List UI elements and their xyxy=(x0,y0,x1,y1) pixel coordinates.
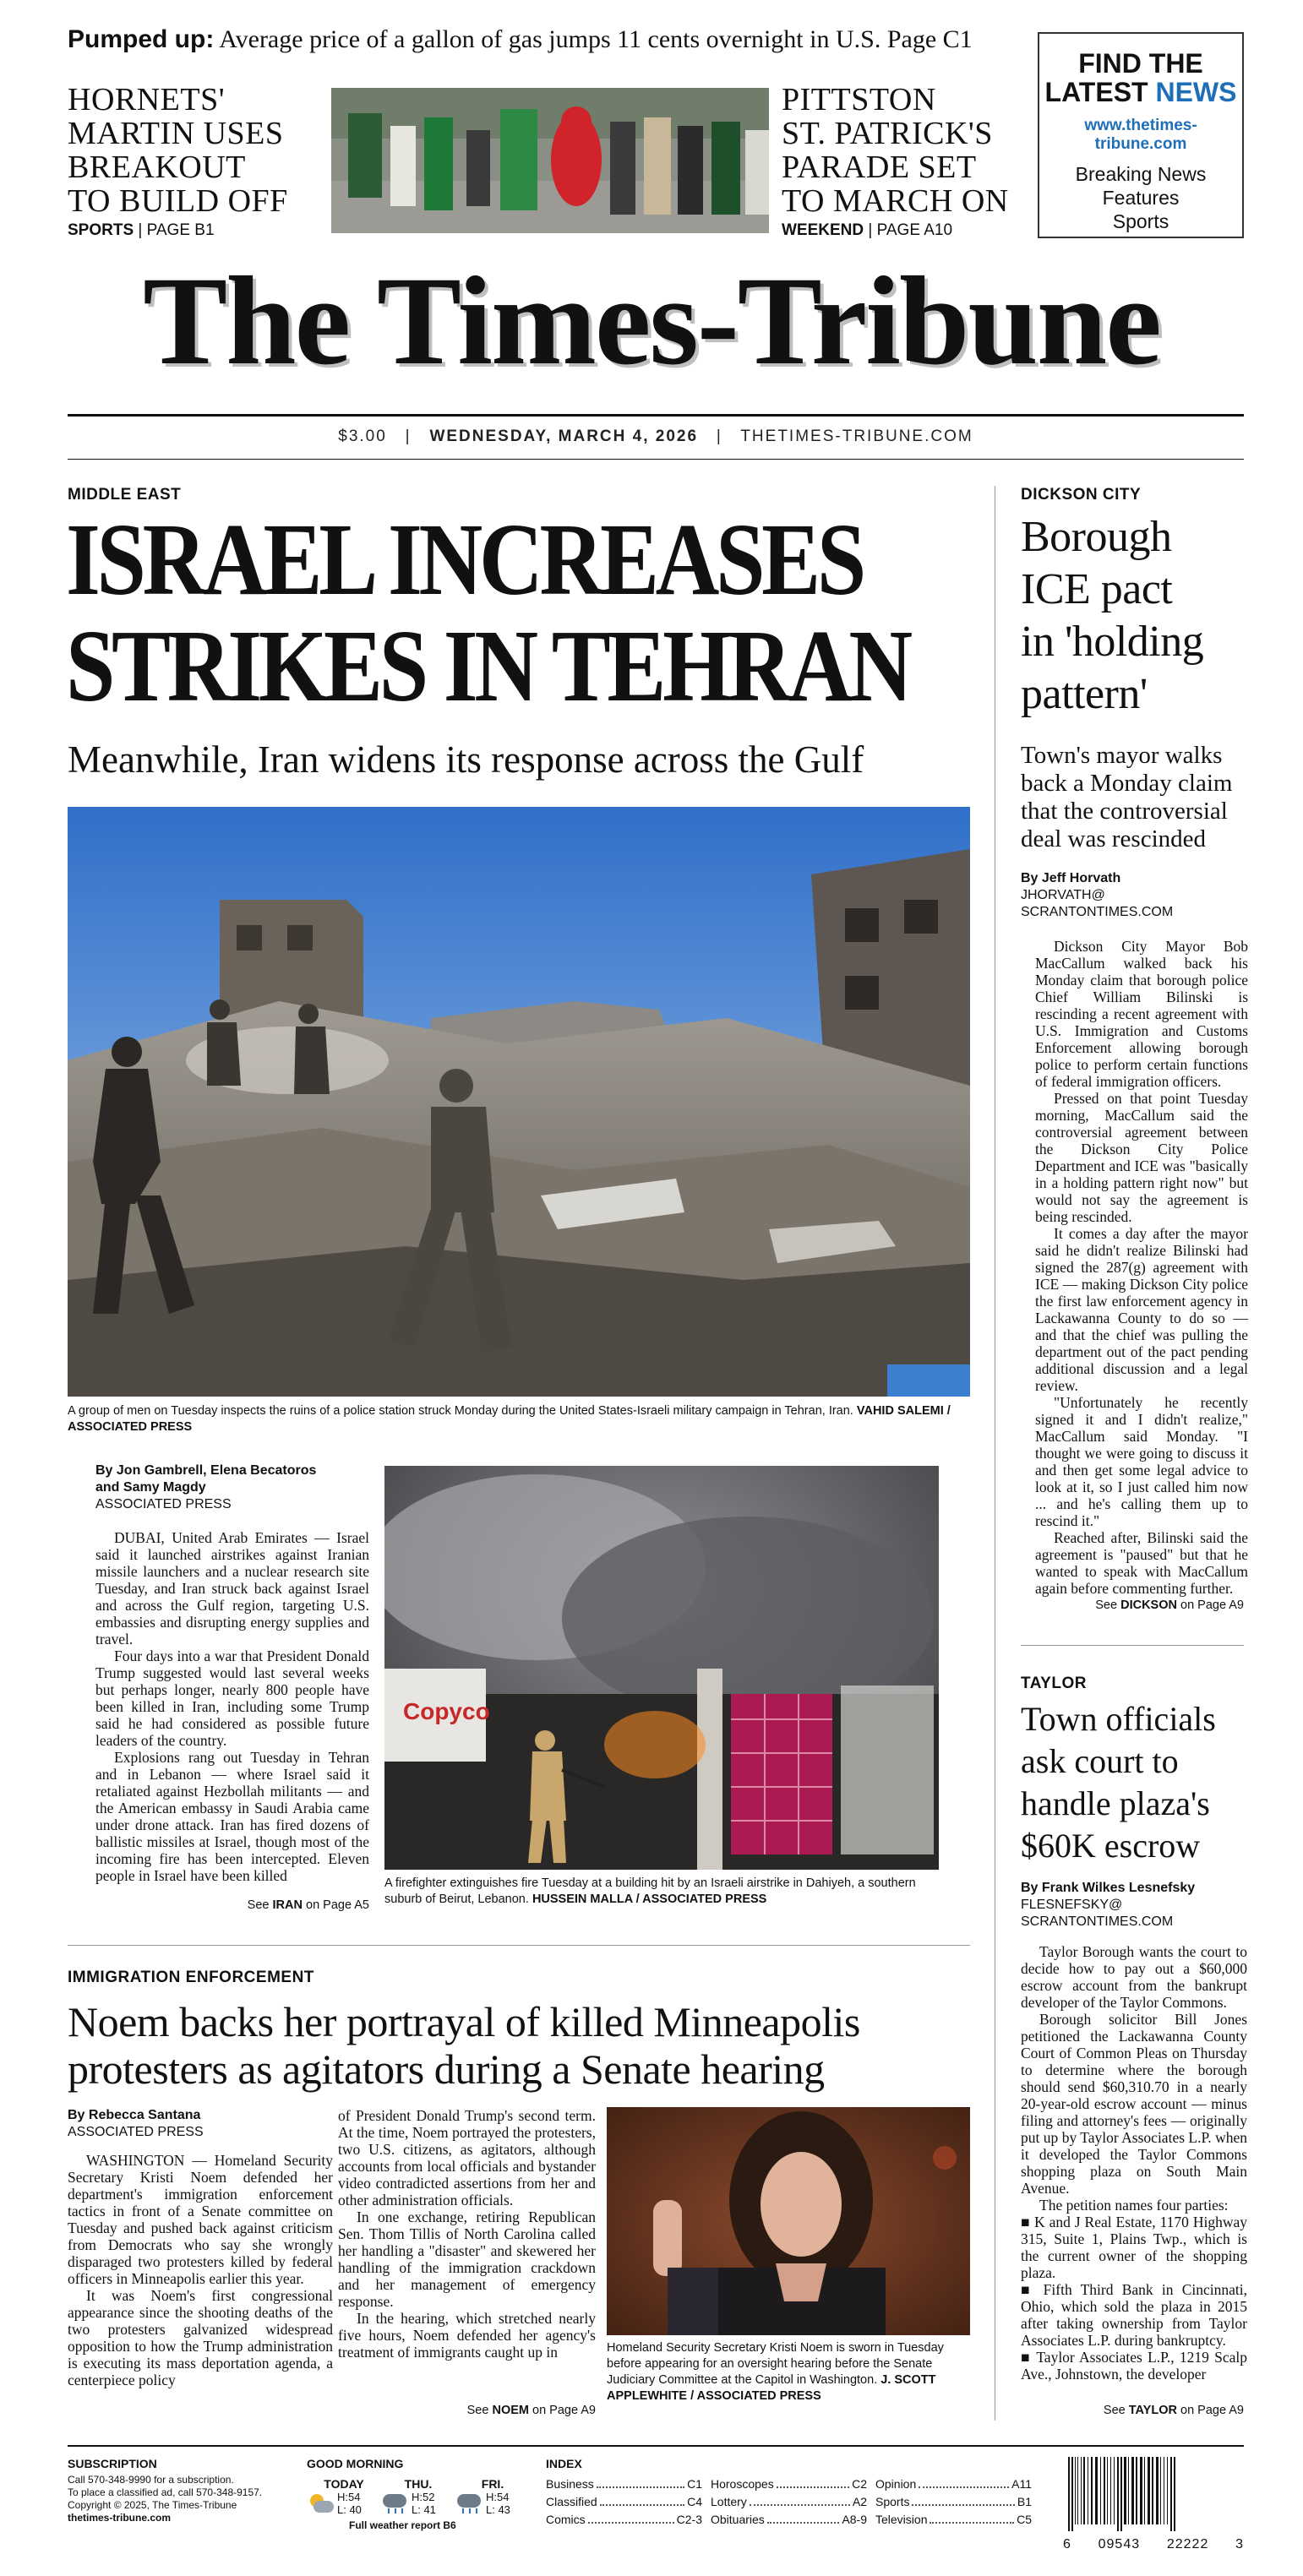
right1-deck-line: back a Monday claim xyxy=(1021,770,1233,797)
lead-photo-caption xyxy=(68,1403,972,1435)
second-headline[interactable] xyxy=(68,1998,980,2093)
barcode-bar xyxy=(1167,2457,1168,2524)
right2-headline-line: ask court to xyxy=(1021,1742,1179,1780)
right2-byline-name: By Frank Wilkes Lesnefsky xyxy=(1021,1881,1196,1895)
second-byline xyxy=(68,2107,321,2141)
jump-word: NOEM xyxy=(492,2404,529,2417)
barcode-bar xyxy=(1100,2457,1101,2524)
barcode-bar xyxy=(1170,2457,1172,2531)
right2-headline-line: handle plaza's xyxy=(1021,1784,1210,1822)
subscription-block xyxy=(68,2457,296,2524)
dateline-price: $3.00 xyxy=(338,428,387,445)
teaser-headline-line: ST. PATRICK'S xyxy=(782,116,993,151)
jump-see: See xyxy=(1095,1598,1118,1612)
tehran-ruins-graphic xyxy=(68,807,970,1397)
weather-high: H:54 xyxy=(486,2491,510,2503)
noem-photo-caption-text: Homeland Security Secretary Kristi Noem is sworn in Tuesday before appearing for an oversight hearing before the Senate Judiciary Committee at the Capitol in Washington. xyxy=(607,2341,944,2387)
lead-body xyxy=(95,1529,369,1884)
noem-photo-caption xyxy=(607,2340,979,2404)
index-entry-name: Opinion xyxy=(875,2477,917,2491)
second-kicker: IMMIGRATION ENFORCEMENT xyxy=(68,1969,314,1986)
index-entry-page: C2-3 xyxy=(676,2513,702,2526)
parade-photo-graphic xyxy=(331,88,769,233)
index-entry[interactable] xyxy=(875,2475,1032,2493)
barcode-bar xyxy=(1114,2457,1115,2524)
index-entry[interactable] xyxy=(546,2511,702,2529)
teaser-headline-line: HORNETS' xyxy=(68,82,226,117)
barcode-bar xyxy=(1095,2457,1098,2524)
section-divider xyxy=(68,1945,970,1946)
second-byline-name: By Rebecca Santana xyxy=(68,2108,201,2122)
second-paragraph: of President Donald Trump's second term. At the time, Noem portrayed the protesters, two U.S. citizens, as agitators, although accounts from local officials and bystander video contradicted assertions from her and other administration officials. xyxy=(338,2107,596,2208)
barcode-bar xyxy=(1124,2457,1126,2524)
right2-byline-email[interactable]: SCRANTONTIMES.COM xyxy=(1021,1914,1174,1929)
shop-sign-copyco: Copyco xyxy=(403,1698,490,1724)
barcode-bar xyxy=(1107,2457,1108,2524)
index-entry-page: B1 xyxy=(1017,2495,1032,2508)
barcode-bar xyxy=(1091,2457,1093,2524)
lead-byline xyxy=(95,1462,383,1513)
index-entry-name: Business xyxy=(546,2477,594,2491)
right1-body xyxy=(1035,938,1248,1597)
index-entry-page: A2 xyxy=(852,2495,867,2508)
lead-photo-credit: VAHID SALEMI / ASSOCIATED PRESS xyxy=(68,1404,951,1434)
right2-paragraph: Taylor Borough wants the court to decide how to pay out a $60,000 escrow account from the bankrupt developer of the Taylor Commons. xyxy=(1021,1943,1247,2011)
beirut-photo-caption xyxy=(384,1876,939,1908)
barcode-check-digit: 3 xyxy=(1235,2537,1244,2551)
right1-paragraph: Pressed on that point Tuesday morning, MacCallum said the controversial agreement between the Dickson City Police Department and ICE was "basically in a holding pattern right now" but would not say the agreement is being rescinded. xyxy=(1035,1090,1248,1225)
footer-rule xyxy=(68,2445,1244,2447)
index-entry[interactable] xyxy=(711,2493,867,2511)
barcode-bar xyxy=(1156,2457,1159,2524)
lead-deck: Meanwhile, Iran widens its response across the Gulf xyxy=(68,738,864,781)
jump-see: See xyxy=(466,2404,489,2417)
right2-bullet xyxy=(1021,2349,1247,2383)
barcode-bar xyxy=(1104,2457,1105,2524)
teaser-sep: | xyxy=(138,221,147,239)
right1-headline-line: Borough xyxy=(1021,513,1172,561)
beirut-photo-caption-text: A firefighter extinguishes fire Tuesday at a building hit by an Israeli airstrike in Dahiyeh, a southern suburb of Beirut, Lebanon. xyxy=(384,1876,916,1906)
lead-headline[interactable] xyxy=(66,503,909,723)
news-box-link-features[interactable]: Features xyxy=(1102,187,1180,209)
weather-low: L: 43 xyxy=(486,2503,510,2516)
news-box-line1: FIND THE xyxy=(1078,48,1203,79)
teaser-headline-line: TO BUILD OFF xyxy=(68,183,288,219)
second-paragraph: In one exchange, retiring Republican Sen. Thom Tillis of North Carolina called her handling a "disaster" and skewered her handling of the immigration crackdown and her management of emergency response. xyxy=(338,2208,596,2310)
weather-note[interactable]: Full weather report B6 xyxy=(349,2519,456,2531)
right1-byline xyxy=(1021,870,1244,921)
right1-headline[interactable] xyxy=(1021,511,1244,721)
news-box-latest: LATEST xyxy=(1044,77,1148,107)
right1-deck xyxy=(1021,742,1244,853)
beirut-fire-photo[interactable] xyxy=(384,1466,939,1870)
index-entry-name: Classified xyxy=(546,2495,597,2508)
barcode-bar xyxy=(1071,2457,1073,2531)
index-entry-page: C1 xyxy=(687,2477,702,2491)
dateline xyxy=(68,414,1244,460)
barcode-bar xyxy=(1160,2457,1161,2524)
index-column xyxy=(711,2475,867,2529)
bullet-mark: ■ xyxy=(1021,2349,1032,2366)
jump-word: IRAN xyxy=(272,1898,303,1912)
weather-day xyxy=(381,2477,455,2516)
barcode-group2: 22222 xyxy=(1166,2537,1209,2551)
beirut-photo-credit: HUSSEIN MALLA / ASSOCIATED PRESS xyxy=(532,1893,767,1906)
barcode-bar xyxy=(1140,2457,1142,2524)
weather-day-name: THU. xyxy=(404,2477,433,2491)
right2-bullet xyxy=(1021,2281,1247,2349)
sports-teaser-headline xyxy=(68,83,321,218)
right2-jump[interactable] xyxy=(1021,2404,1244,2417)
right1-byline-name: By Jeff Horvath xyxy=(1021,871,1121,885)
barcode-group1: 09543 xyxy=(1098,2537,1141,2551)
top-teaser-label: Pumped up: xyxy=(68,25,215,53)
jump-see: See xyxy=(1103,2404,1126,2417)
right1-kicker: DICKSON CITY xyxy=(1021,486,1142,504)
right1-paragraph: "Unfortunately he recently signed it and I didn't realize," MacCallum said Monday. "I thought we were going to discuss it and then get some legal advice to look at it, so I just called him now ... and he's calling them up to rescind it." xyxy=(1035,1394,1248,1529)
rain-cloud-icon xyxy=(381,2492,408,2514)
noem-photo-graphic xyxy=(607,2107,970,2335)
lead-photo-tehran-ruins[interactable] xyxy=(68,807,970,1397)
noem-photo-credit: J. SCOTT APPLEWHITE / ASSOCIATED PRESS xyxy=(607,2373,936,2403)
index-entry-page: C4 xyxy=(687,2495,702,2508)
right1-deck-line: deal was rescinded xyxy=(1021,825,1207,852)
right-column-divider xyxy=(1021,1645,1244,1646)
parade-teaser-photo[interactable] xyxy=(331,88,769,233)
right2-byline-email[interactable]: FLESNEFSKY@ xyxy=(1021,1898,1123,1912)
noem-photo[interactable] xyxy=(607,2107,970,2335)
lead-kicker: MIDDLE EAST xyxy=(68,486,182,504)
lead-byline-names: and Samy Magdy xyxy=(95,1480,206,1495)
right1-deck-line: Town's mayor walks xyxy=(1021,742,1223,769)
jump-word: DICKSON xyxy=(1120,1598,1177,1612)
index-entry-name: Sports xyxy=(875,2495,910,2508)
news-box-url[interactable]: www.thetimes-tribune.com xyxy=(1084,117,1197,153)
bullet-mark: ■ xyxy=(1021,2214,1031,2230)
right2-paragraph: The petition names four parties: xyxy=(1039,2197,1229,2214)
sports-teaser-section xyxy=(68,221,321,240)
news-box-line2 xyxy=(1039,78,1242,106)
beirut-fire-graphic xyxy=(384,1466,939,1870)
lead-paragraph: Four days into a war that President Donald Trump suggested would last several weeks but perhaps longer, nearly 800 people have been killed in Iran, including some Trump said he had considered as possible future leaders of the country. xyxy=(95,1647,369,1749)
right2-headline-line: Town officials xyxy=(1021,1700,1216,1738)
index-entry[interactable] xyxy=(875,2511,1032,2529)
index-entry-name: Comics xyxy=(546,2513,586,2526)
right2-headline[interactable] xyxy=(1021,1698,1244,1867)
index-entry-name: Horoscopes xyxy=(711,2477,774,2491)
barcode xyxy=(1063,2457,1244,2558)
weather-high: H:54 xyxy=(337,2491,361,2503)
barcode-bar xyxy=(1077,2457,1078,2524)
dateline-sep: | xyxy=(405,428,412,445)
barcode-bar xyxy=(1120,2457,1122,2531)
teaser-sep: | xyxy=(868,221,877,239)
second-paragraph: WASHINGTON — Homeland Security Secretary Kristi Noem defended her department's immigration enforcement tactics in front of a Senate committee on Tuesday and pushed back against criticism from Democrats who say she wrongly disparaged two protesters killed by federal officers in Minneapolis earlier this year. xyxy=(68,2152,333,2287)
right2-kicker: TAYLOR xyxy=(1021,1675,1087,1692)
barcode-bar xyxy=(1083,2457,1085,2524)
second-byline-org: ASSOCIATED PRESS xyxy=(68,2125,204,2139)
dateline-sep: | xyxy=(716,428,722,445)
right1-byline-email[interactable]: SCRANTONTIMES.COM xyxy=(1021,905,1174,919)
second-jump[interactable] xyxy=(338,2404,596,2417)
lead-paragraph: Explosions rang out Tuesday in Tehran and in Lebanon — where Israel said it retaliated against Hezbollah militants — and the American embassy in Saudi Arabia came under drone attack. Iran has fired dozens of ballistic missiles at Israel, though most of the incoming fire has been intercepted. Eleven people in Israel have been killed xyxy=(95,1749,369,1884)
right2-byline xyxy=(1021,1880,1244,1931)
lead-byline-org: ASSOCIATED PRESS xyxy=(95,1497,232,1511)
dateline-date: WEDNESDAY, MARCH 4, 2026 xyxy=(429,428,699,445)
lead-paragraph: DUBAI, United Arab Emirates — Israel said it launched airstrikes against Iranian missile launchers and a nuclear research site Tuesday, and Iran struck back against Israel and across the Gulf region, targeting U.S. embassies and disrupting energy supplies and travel. xyxy=(95,1529,369,1647)
second-paragraph: It was Noem's first congressional appearance since the shooting deaths of the two protesters galvanized widespread opposition to how the Trump administration is executing its mass deportation agenda, a centerpiece policy xyxy=(68,2287,333,2388)
teaser-page: PAGE A10 xyxy=(876,221,953,239)
index-entry-page: C2 xyxy=(852,2477,867,2491)
index-entry[interactable] xyxy=(711,2511,867,2529)
right2-bullet xyxy=(1021,2214,1247,2281)
subscription-site[interactable]: thetimes-tribune.com xyxy=(68,2512,172,2524)
jump-page: on Page A5 xyxy=(306,1898,369,1912)
weekend-teaser-section xyxy=(782,221,1035,240)
sports-teaser[interactable] xyxy=(68,83,321,240)
weather-day-name: TODAY xyxy=(324,2477,364,2491)
masthead-title: The Times-Tribune xyxy=(143,251,1160,391)
second-headline-line: protesters as agitators during a Senate hearing xyxy=(68,2045,825,2093)
index-entry[interactable] xyxy=(546,2475,702,2493)
news-box-link-sports[interactable]: Sports xyxy=(1112,210,1169,232)
barcode-bar xyxy=(1075,2457,1076,2524)
teaser-headline-line: TO MARCH ON xyxy=(782,183,1009,219)
weather-label: GOOD MORNING xyxy=(307,2457,404,2470)
barcode-bar xyxy=(1131,2457,1134,2524)
lead-headline-line: STRIKES IN TEHRAN xyxy=(66,609,909,723)
top-teaser-text: Average price of a gallon of gas jumps 11 cents overnight in U.S. Page C1 xyxy=(219,25,973,53)
index-entry[interactable] xyxy=(875,2493,1032,2511)
barcode-bars xyxy=(1063,2457,1244,2531)
lead-byline-names: By Jon Gambrell, Elena Becatoros xyxy=(95,1463,317,1478)
barcode-bar xyxy=(1128,2457,1129,2524)
index-block xyxy=(546,2457,1032,2529)
index-entry[interactable] xyxy=(546,2493,702,2511)
teaser-headline-line: BREAKOUT xyxy=(68,150,246,185)
second-paragraph: In the hearing, which stretched nearly five hours, Noem defended her agency's treatment of immigrants caught up in xyxy=(338,2310,596,2361)
barcode-bar xyxy=(1148,2457,1150,2524)
barcode-bar xyxy=(1110,2457,1111,2524)
right2-bullet-text: Taylor Associates L.P., 1219 Scalp Ave., Johnstown, the developer xyxy=(1021,2349,1247,2383)
index-entry-name: Obituaries xyxy=(711,2513,765,2526)
right2-paragraph: Borough solicitor Bill Jones petitioned the Lackawanna County Court of Common Pleas on Thursday to determine where the borough should send $60,310.70 in a nearly 20-year-old escrow account — minus filing and attorney's fees — originally put up by Taylor Associates L.P. when it developed the Taylor Commons shopping plaza on South Main Avenue. xyxy=(1021,2011,1247,2197)
barcode-bar xyxy=(1174,2457,1175,2531)
rain-cloud-icon xyxy=(455,2492,482,2514)
second-body-col1 xyxy=(68,2152,333,2388)
partly-cloudy-icon xyxy=(307,2492,334,2514)
news-box-link-breaking[interactable]: Breaking News xyxy=(1075,163,1207,185)
weather-low: L: 40 xyxy=(337,2503,362,2516)
subscription-line: Call 570-348-9990 for a subscription. xyxy=(68,2474,234,2486)
news-box-news: NEWS xyxy=(1155,77,1237,107)
index-column xyxy=(546,2475,702,2529)
barcode-lead-digit: 6 xyxy=(1063,2537,1071,2551)
barcode-bar xyxy=(1144,2457,1145,2524)
index-entry-name: Television xyxy=(875,2513,928,2526)
right1-headline-line: ICE pact xyxy=(1021,565,1173,613)
index-entry[interactable] xyxy=(711,2475,867,2493)
subscription-line: Copyright © 2025, The Times-Tribune xyxy=(68,2499,237,2511)
weather-block[interactable] xyxy=(307,2457,535,2532)
jump-word: TAYLOR xyxy=(1128,2404,1177,2417)
teaser-headline-line: PARADE SET xyxy=(782,150,977,185)
right1-byline-email[interactable]: JHORVATH@ xyxy=(1021,888,1105,902)
right1-headline-line: pattern' xyxy=(1021,670,1148,718)
teaser-section-name: WEEKEND xyxy=(782,221,864,239)
index-column xyxy=(875,2475,1032,2529)
right1-jump[interactable] xyxy=(1021,1598,1244,1612)
index-entry-page: A8-9 xyxy=(842,2513,867,2526)
second-body-col2 xyxy=(338,2107,596,2361)
barcode-bar xyxy=(1068,2457,1070,2531)
right1-deck-line: that the controversial xyxy=(1021,798,1228,825)
second-headline-line: Noem backs her portrayal of killed Minneapolis xyxy=(68,1998,860,2045)
barcode-bar xyxy=(1081,2457,1082,2524)
right2-bullet-text: Fifth Third Bank in Cincinnati, Ohio, which sold the plaza in 2015 after taking ownership from Taylor Associates L.P. during bankruptcy. xyxy=(1021,2281,1247,2349)
teaser-section-name: SPORTS xyxy=(68,221,134,239)
masthead xyxy=(0,253,1303,389)
jump-page: on Page A9 xyxy=(532,2404,596,2417)
weekend-teaser-headline xyxy=(782,83,1035,218)
right1-headline-line: in 'holding xyxy=(1021,618,1204,666)
teaser-page: PAGE B1 xyxy=(146,221,215,239)
right1-paragraph: It comes a day after the mayor said he didn't realize Bilinski had signed the 287(g) agreement with ICE — making Dickson City police the first law enforcement agency in Lackawanna County to do so — and that the chief was pulling the department out of the pact pending additional discussion and a legal review. xyxy=(1035,1225,1248,1394)
jump-page: on Page A9 xyxy=(1180,2404,1244,2417)
lead-headline-line: ISRAEL INCREASES xyxy=(66,503,863,617)
teaser-headline-line: PITTSTON xyxy=(782,82,936,117)
index-entry-page: A11 xyxy=(1011,2477,1032,2491)
barcode-bar xyxy=(1152,2457,1153,2524)
dateline-site: THETIMES-TRIBUNE.COM xyxy=(740,428,973,445)
weather-day xyxy=(307,2477,381,2516)
right2-headline-line: $60K escrow xyxy=(1021,1827,1201,1865)
bullet-mark: ■ xyxy=(1021,2281,1035,2298)
lead-jump[interactable] xyxy=(95,1898,369,1912)
index-entry-page: C5 xyxy=(1017,2513,1032,2526)
subscription-line: To place a classified ad, call 570-348-9157. xyxy=(68,2486,263,2498)
jump-see: See xyxy=(247,1898,270,1912)
index-label: INDEX xyxy=(546,2457,582,2470)
weekend-teaser[interactable] xyxy=(782,83,1035,240)
find-latest-news-box[interactable] xyxy=(1038,32,1244,238)
right2-body xyxy=(1021,1943,1247,2383)
index-entry-name: Lottery xyxy=(711,2495,747,2508)
right1-paragraph: Reached after, Bilinski said the agreement is "paused" but that he wanted to speak with MacCallum again before commenting further. xyxy=(1035,1529,1248,1597)
weather-high: H:52 xyxy=(412,2491,435,2503)
barcode-bar xyxy=(1136,2457,1137,2524)
lead-photo-caption-text: A group of men on Tuesday inspects the ruins of a police station struck Monday during the United States-Israeli military campaign in Tehran, Iran. xyxy=(68,1404,853,1418)
right1-paragraph: Dickson City Mayor Bob MacCallum walked back his Monday claim that borough police Chief William Bilinski is rescinding a recent agreement with U.S. Immigration and Customs Enforcement allowing borough police to perform certain functions of federal immigration officers. xyxy=(1035,938,1248,1090)
weather-day xyxy=(455,2477,530,2516)
weather-low: L: 41 xyxy=(412,2503,436,2516)
jump-page: on Page A9 xyxy=(1180,1598,1244,1612)
barcode-bar xyxy=(1117,2457,1119,2531)
teaser-headline-line: MARTIN USES xyxy=(68,116,284,151)
subscription-label: SUBSCRIPTION xyxy=(68,2457,157,2470)
top-teaser[interactable] xyxy=(68,25,973,54)
right2-bullet-text: K and J Real Estate, 1170 Highway 315, Suite 1, Plains Twp., which is the current owner of the shopping plaza. xyxy=(1021,2214,1247,2281)
weather-day-name: FRI. xyxy=(481,2477,504,2491)
